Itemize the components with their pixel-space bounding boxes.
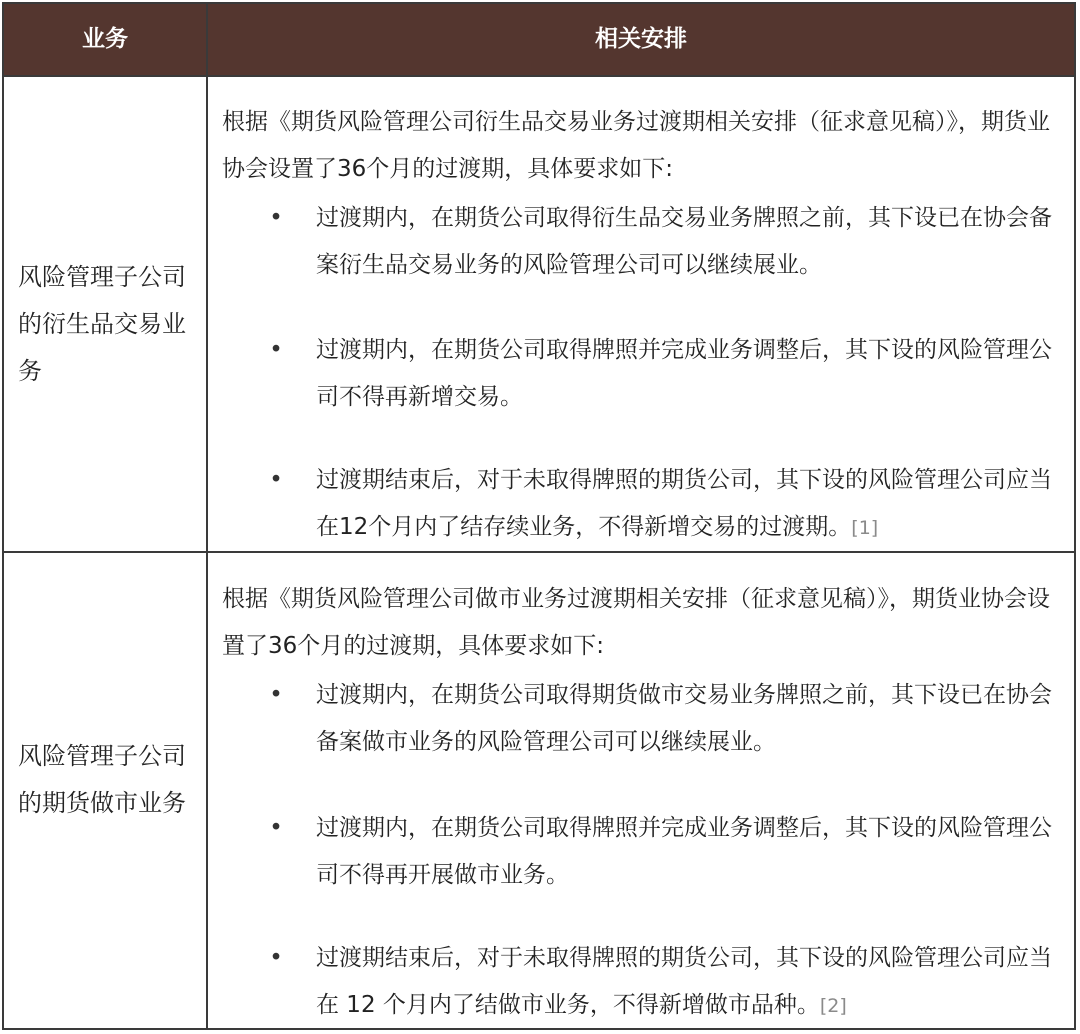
footnote-ref-link[interactable]: [1]	[851, 517, 879, 539]
header-arrangement: 相关安排	[595, 26, 687, 52]
list-item-text	[316, 935, 1069, 1030]
footnote-ref-link[interactable]: [2]	[819, 995, 847, 1017]
bullet-icon: •	[269, 815, 283, 841]
table-row	[4, 77, 1074, 551]
bullet-icon: •	[269, 945, 283, 971]
business-cell: 风险管理子公司的衍生品交易业务	[18, 263, 186, 385]
list-item-text	[316, 457, 1069, 552]
list-item-text: 过渡期内，在期货公司取得期货做市交易业务牌照之前，其下设已在协会备案做市业务的风险管理公司可以继续展业。	[316, 682, 1052, 755]
business-cell: 风险管理子公司的期货做市业务	[18, 742, 186, 817]
list-item-text: 过渡期内，在期货公司取得牌照并完成业务调整后，其下设的风险管理公司不得再新增交易。	[316, 337, 1052, 410]
arrangement-intro: 根据《期货风险管理公司衍生品交易业务过渡期相关安排（征求意见稿）》，期货业协会设置了36个月的过渡期，具体要求如下:	[222, 109, 1050, 182]
bullet-icon: •	[269, 682, 283, 708]
arrangement-intro: 根据《期货风险管理公司做市业务过渡期相关安排（征求意见稿）》，期货业协会设置了36个月的过渡期，具体要求如下:	[222, 586, 1050, 659]
list-item-text: 过渡期内，在期货公司取得衍生品交易业务牌照之前，其下设已在协会备案衍生品交易业务的风险管理公司可以继续展业。	[316, 205, 1052, 278]
column-divider	[206, 4, 208, 1028]
header-business: 业务	[82, 26, 128, 52]
list-item-text: 过渡期内，在期货公司取得牌照并完成业务调整后，其下设的风险管理公司不得再开展做市业务。	[316, 815, 1052, 888]
bullet-icon: •	[269, 337, 283, 363]
table-header	[4, 4, 1074, 77]
bullet-icon: •	[269, 467, 283, 493]
arrangement-table	[2, 2, 1076, 1030]
table-row	[4, 553, 1074, 1028]
list-item-text-body: 过渡期结束后，对于未取得牌照的期货公司，其下设的风险管理公司应当在 12 个月内了结做市业务，不得新增做市品种。	[316, 945, 1052, 1018]
row-divider	[4, 551, 1074, 553]
bullet-icon: •	[269, 205, 283, 231]
list-item-text-body: 过渡期结束后，对于未取得牌照的期货公司，其下设的风险管理公司应当在12个月内了结存续业务，不得新增交易的过渡期。	[316, 467, 1052, 540]
